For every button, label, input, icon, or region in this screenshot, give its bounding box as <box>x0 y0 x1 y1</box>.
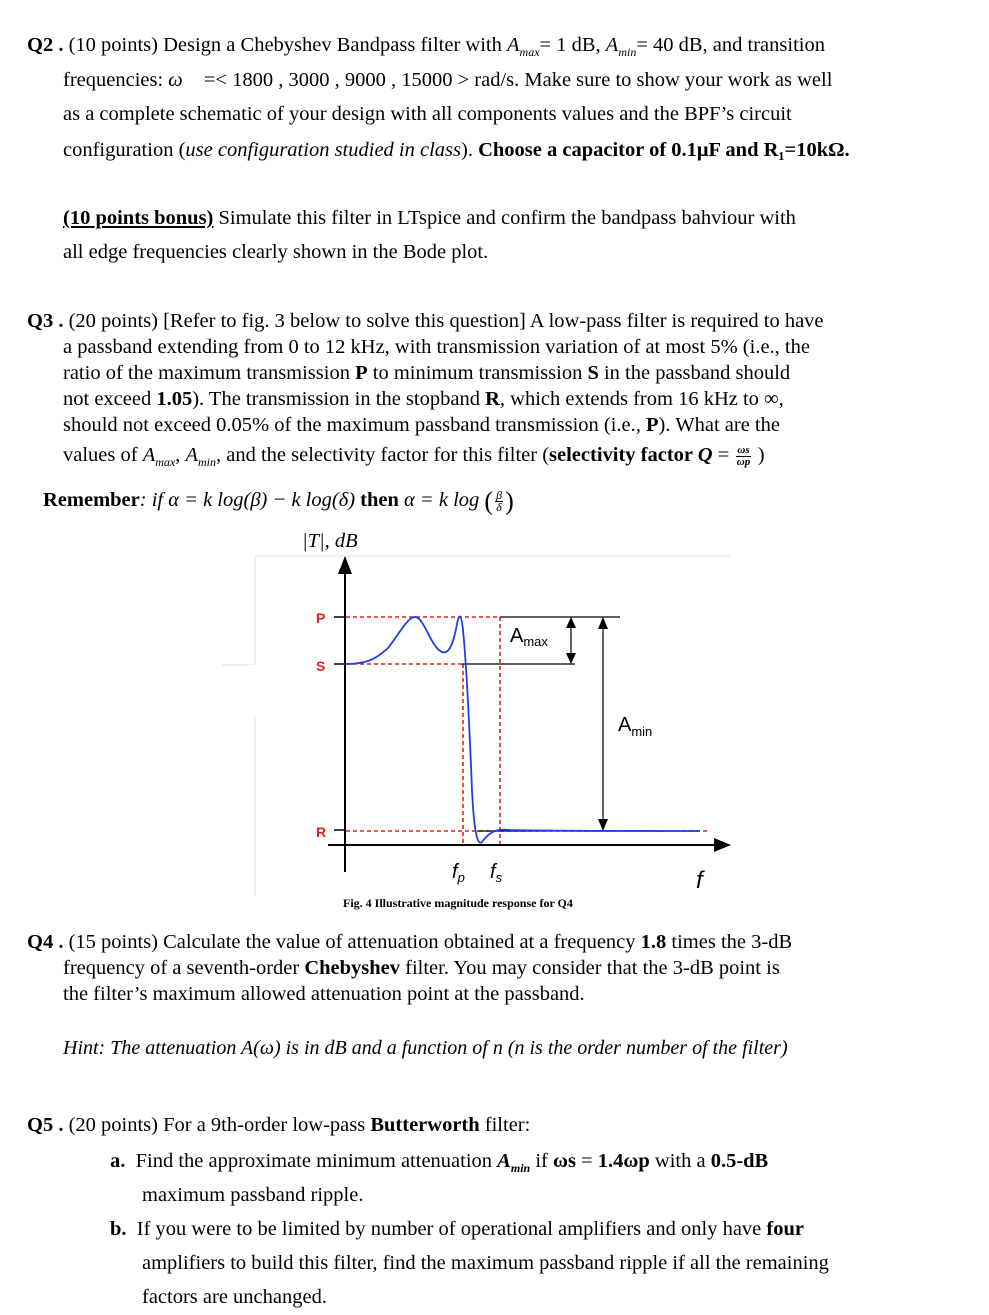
fs-label: $f_s$ <box>490 861 503 885</box>
label-R: R <box>316 824 327 840</box>
q2-label: Q2 . <box>27 34 64 56</box>
amin-label: $A_{min}$ <box>618 714 653 739</box>
y-axis-arrow <box>338 556 352 574</box>
selectivity-fraction: $\frac{\omega s}{\omega p}$ <box>736 443 751 468</box>
q5-b-line-1: b. If you were to be limited by number of operational amplifiers and only have four <box>110 1218 804 1240</box>
amax-label: $A_{max}$ <box>510 625 548 649</box>
q5-label: Q5 . <box>27 1114 64 1136</box>
q2-bonus-line-2: all edge frequencies clearly shown in the Bode plot. <box>63 241 489 263</box>
remember-line: Remember: if α = k log(β) − k log(δ) then α = k log ( $\frac{\beta}{\delta}$ ) <box>43 486 514 516</box>
magnitude-response-figure <box>0 548 989 898</box>
q4-line-2: frequency of a seventh-order Chebyshev filter. You may consider that the 3-dB point is <box>63 957 780 979</box>
label-P: P <box>316 610 326 626</box>
q5-a-line-1: a. Find the approximate minimum attenuation $A_{min}$ if ωs = 1.4ωp with a 0.5-dB <box>110 1150 769 1176</box>
q4-line-3: the filter’s maximum allowed attenuation point at the passband. <box>63 983 585 1005</box>
q2-line-2: frequencies: ω⃗ =< 1800 , 3000 , 9000 , 15000 > rad/s. Make sure to show your work as well <box>63 69 833 91</box>
q4-line-1: Q4 . (15 points) Calculate the value of attenuation obtained at a frequency 1.8 times the 3-dB <box>27 931 793 953</box>
q2-line-4: configuration (use configuration studied in class). Choose a capacitor of 0.1μF and R₁=10kΩ. <box>63 139 850 161</box>
q3-line-5: should not exceed 0.05% of the maximum passband transmission (i.e., P). What are the <box>63 414 780 436</box>
x-axis-arrow <box>714 838 731 852</box>
figure-y-label: |T|, dB <box>302 530 358 552</box>
bonus-label: (10 points bonus) <box>63 207 214 229</box>
q2-bonus-line-1: (10 points bonus) Simulate this filter in LTspice and confirm the bandpass bahviour with <box>63 207 796 229</box>
q5-line-1: Q5 . (20 points) For a 9th-order low-pass Butterworth filter: <box>27 1114 531 1136</box>
q3-label: Q3 . <box>27 310 64 332</box>
q5-b-line-2: amplifiers to build this filter, find the maximum passband ripple if all the remaining <box>142 1252 829 1274</box>
q4-hint: Hint: The attenuation A(ω) is in dB and a function of n (n is the order number of the filter) <box>63 1037 788 1059</box>
dashed-guides <box>346 617 710 844</box>
q3-line-2: a passband extending from 0 to 12 kHz, with transmission variation of at most 5% (i.e., the <box>63 336 810 358</box>
q5-a-line-2: maximum passband ripple. <box>142 1184 364 1206</box>
q5-b-line-3: factors are unchanged. <box>142 1286 327 1308</box>
q2-line-1: Q2 . (10 points) Design a Chebyshev Bandpass filter with $A_{max}= 1$ dB, $A_{min}= 40$ dB, and transition <box>27 34 825 60</box>
q4-label: Q4 . <box>27 931 64 953</box>
q3-line-1: Q3 . (20 points) [Refer to fig. 3 below to solve this question] A low-pass filter is required to have <box>27 310 824 332</box>
q3-line-4: not exceed 1.05). The transmission in the stopband R, which extends from 16 kHz to ∞, <box>63 388 784 410</box>
q2-line-3: as a complete schematic of your design with all components values and the BPF’s circuit <box>63 103 792 125</box>
fp-label: $f_p$ <box>452 861 465 885</box>
f-label: f <box>696 867 703 894</box>
label-S: S <box>316 658 326 674</box>
q3-line-3: ratio of the maximum transmission P to minimum transmission S in the passband should <box>63 362 791 384</box>
q3-line-6: values of $A_{max}$, $A_{min}$, and the selectivity factor for this filter (selectivity factor Q = $\frac{\omega s}{\omega p}$ ) <box>63 443 765 470</box>
figure-caption: Fig. 4 Illustrative magnitude response for Q4 <box>343 896 573 910</box>
remember-fraction: $\frac{\beta}{\delta}$ <box>496 487 503 514</box>
